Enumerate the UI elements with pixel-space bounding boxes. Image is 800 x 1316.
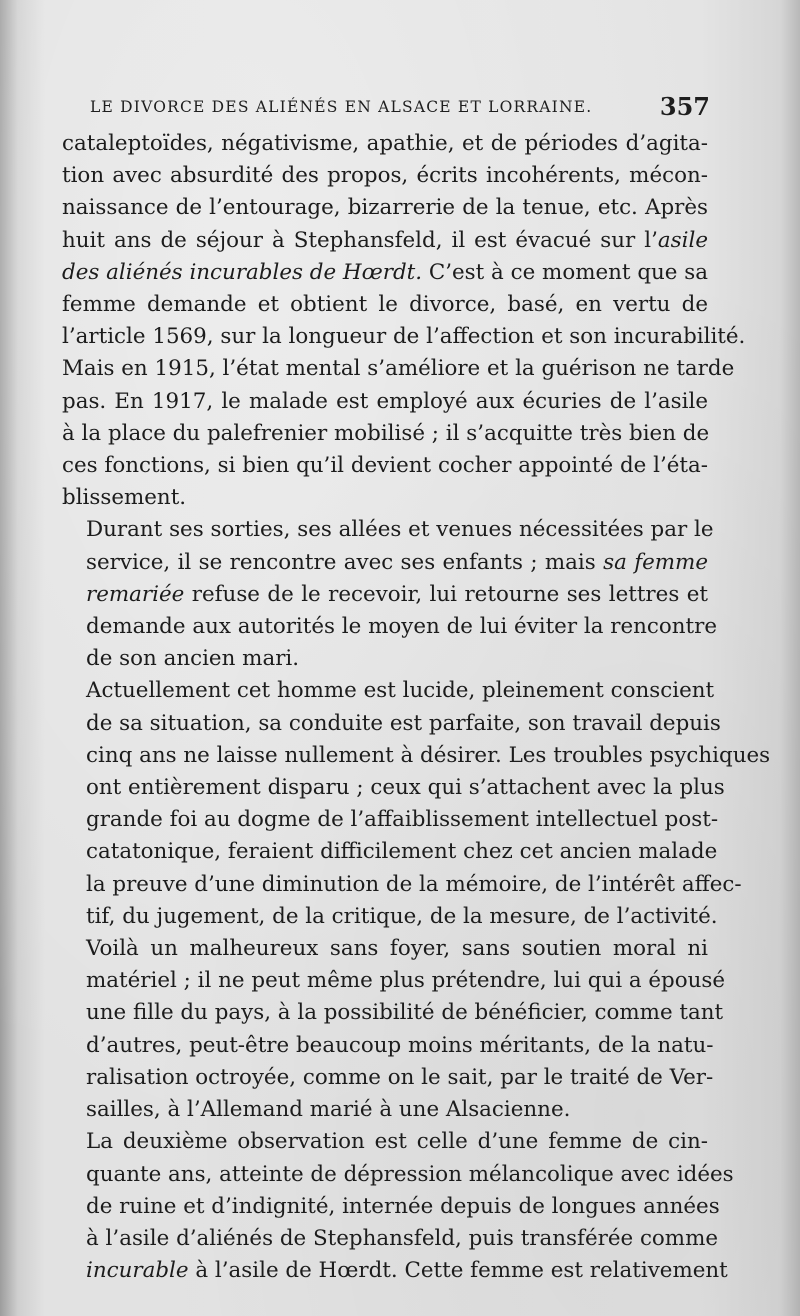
- text-line: Mais en 1915, l’état mental s’améliore et la guérison ne tarde: [62, 356, 735, 382]
- text-line: demande aux autorités le moyen de lui éviter la rencontre: [86, 614, 718, 640]
- text-line: Durant ses sorties, ses allées et venues nécessitées par le: [86, 517, 714, 543]
- text-line: [62, 579, 708, 611]
- text-line: à l’asile d’aliénés de Stephansfeld, puis transférée comme: [86, 1225, 719, 1251]
- text-line: ces fonctions, si bien qu’il devient cocher appointé de l’éta-: [62, 453, 708, 479]
- text-line: [62, 1255, 728, 1287]
- text-segment: refuse de le recevoir, lui retourne ses lettres et: [184, 581, 708, 607]
- text-segment: C’est à ce moment que sa: [422, 259, 708, 285]
- page-number: 357: [659, 92, 710, 121]
- text-line: Voilà un malheureux sans foyer, sans soutien moral ni: [86, 936, 708, 962]
- text-line: de ruine et d’indignité, internée depuis de longues années: [86, 1193, 720, 1219]
- text-line: d’autres, peut-être beaucoup moins méritants, de la natu-: [86, 1032, 714, 1058]
- text-line: la preuve d’une diminution de la mémoire, de l’intérêt affec-: [86, 871, 742, 897]
- page-header: [90, 92, 710, 126]
- text-line: quante ans, atteinte de dépression mélancolique avec idées: [86, 1161, 734, 1187]
- paragraph: [62, 514, 718, 675]
- text-line: cinq ans ne laisse nullement à désirer. Les troubles psychiques: [86, 742, 771, 768]
- text-line: sailles, à l’Allemand marié à une Alsacienne.: [86, 1097, 571, 1123]
- text-line: une fille du pays, à la possibilité de bénéficier, comme tant: [86, 1000, 724, 1026]
- paragraph: [62, 675, 771, 933]
- text-segment: service, il se rencontre avec ses enfants ; mais: [86, 549, 604, 575]
- text-line: catatonique, feraient difficilement chez cet ancien malade: [86, 839, 718, 865]
- text-line: à la place du palefrenier mobilisé ; il s’acquitte très bien de: [62, 420, 710, 446]
- text-line: ont entièrement disparu ; ceux qui s’attachent avec la plus: [86, 775, 725, 801]
- paragraph: [62, 128, 746, 514]
- text-line: de son ancien mari.: [86, 646, 300, 672]
- text-segment: huit ans de séjour à Stephansfeld, il est évacué sur l’: [62, 227, 658, 253]
- text-line: de sa situation, sa conduite est parfaite, son travail depuis: [86, 710, 721, 736]
- text-line: l’article 1569, sur la longueur de l’affection et son incurabilité.: [62, 324, 746, 350]
- text-line: ralisation octroyée, comme on le sait, par le traité de Ver-: [86, 1064, 714, 1090]
- italic-text: sa femme: [603, 549, 708, 575]
- text-line: naissance de l’entourage, bizarrerie de la tenue, etc. Après: [62, 195, 708, 221]
- italic-text: incurable: [86, 1258, 189, 1284]
- text-line: pas. En 1917, le malade est employé aux écuries de l’asile: [62, 388, 708, 414]
- text-line: matériel ; il ne peut même plus prétendre, lui qui a épousé: [86, 968, 726, 994]
- text-line: Actuellement cet homme est lucide, pleinement conscient: [86, 678, 715, 704]
- text-line: grande foi au dogme de l’affaiblissement intellectuel post-: [86, 807, 719, 833]
- text-line: [62, 547, 708, 579]
- text-line: [62, 257, 708, 289]
- text-line: blissement.: [62, 485, 187, 511]
- italic-text: des aliénés incurables de Hœrdt.: [62, 259, 423, 285]
- paragraph: [62, 933, 726, 1126]
- body-text: [62, 128, 771, 1287]
- text-line: tif, du jugement, de la critique, de la mesure, de l’activité.: [86, 903, 718, 929]
- text-line: La deuxième observation est celle d’une femme de cin-: [86, 1129, 708, 1155]
- text-line: [62, 225, 708, 257]
- text-line: cataleptoïdes, négativisme, apathie, et de périodes d’agita-: [62, 131, 708, 156]
- italic-text: asile: [657, 227, 708, 253]
- running-head: LE DIVORCE DES ALIÉNÉS EN ALSACE ET LORRAINE.: [90, 98, 593, 116]
- paragraph: [62, 1126, 734, 1287]
- text-segment: à l’asile de Hœrdt. Cette femme est relativement: [188, 1258, 728, 1284]
- italic-text: remariée: [86, 581, 185, 607]
- text-line: femme demande et obtient le divorce, basé, en vertu de: [62, 292, 708, 318]
- text-line: tion avec absurdité des propos, écrits incohérents, mécon-: [62, 163, 708, 189]
